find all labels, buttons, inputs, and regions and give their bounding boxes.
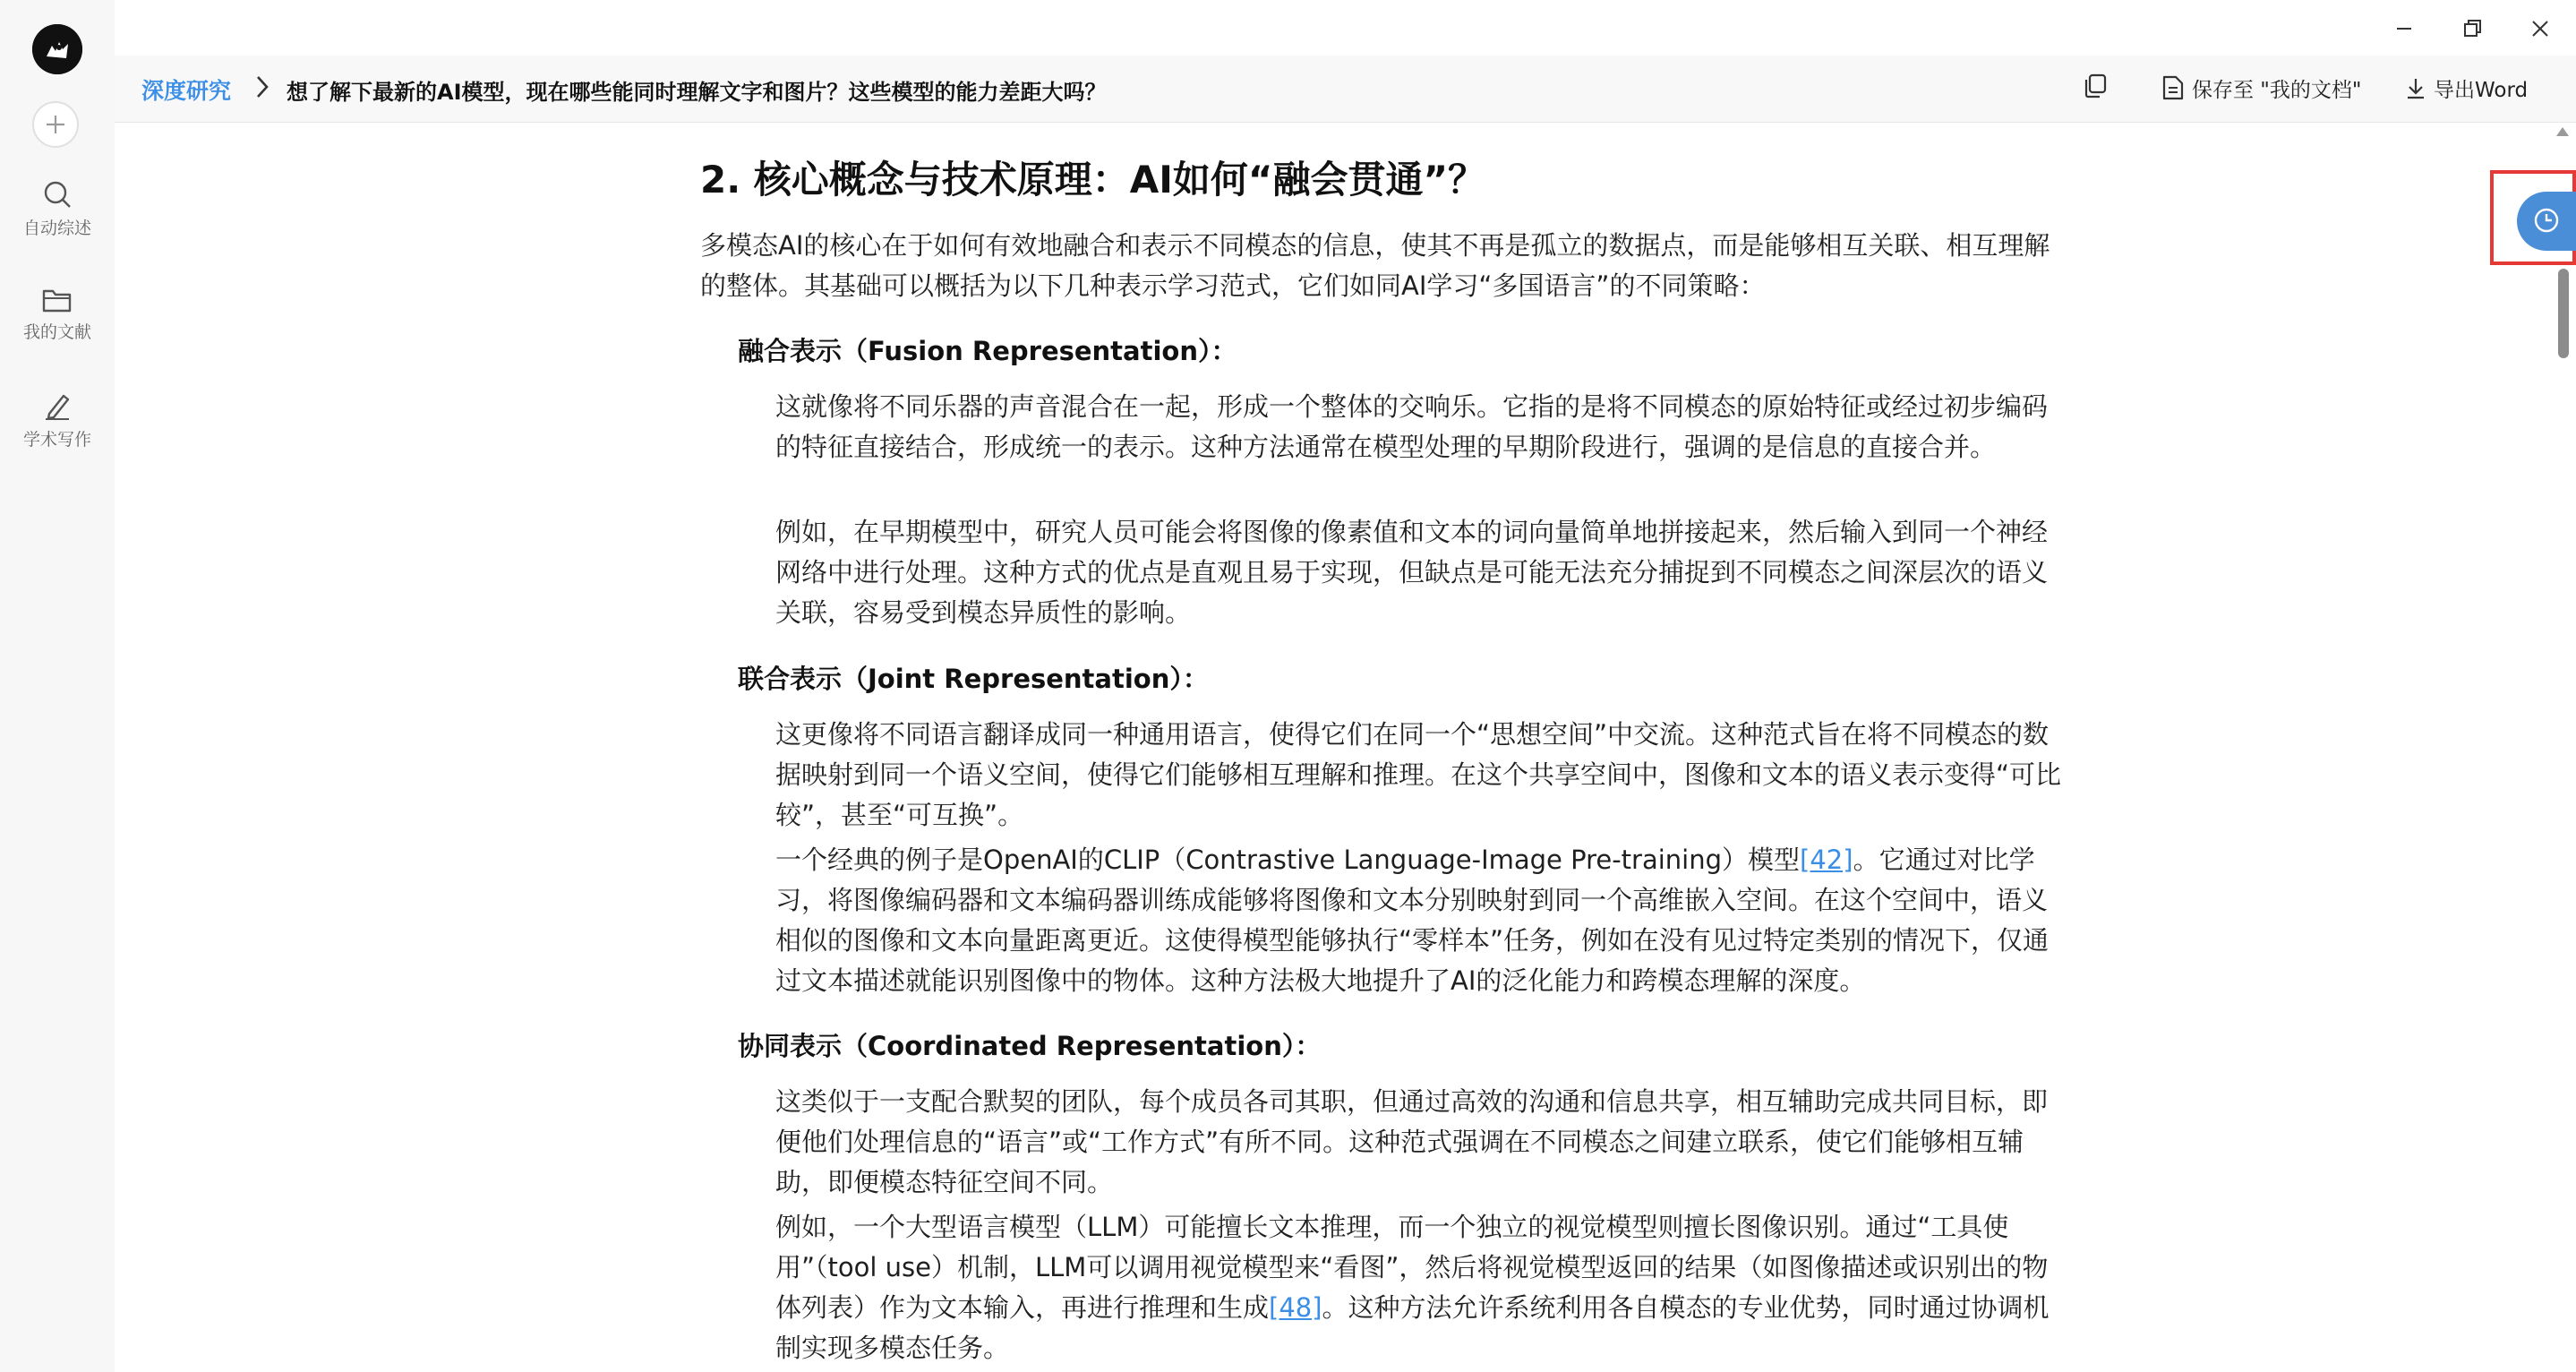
term-colon: ： [1295,1031,1322,1061]
term-title: 融合表示（Fusion Representation） [738,336,1211,366]
history-highlight [2490,170,2576,265]
copy-icon [2081,72,2110,100]
scroll-up-arrow-icon[interactable] [2556,127,2569,136]
breadcrumb-link[interactable]: 深度研究 [141,78,232,104]
export-word-button[interactable] [2405,73,2528,103]
new-session-button[interactable] [32,101,79,148]
term-joint [738,659,1209,696]
sidebar-item-auto-review[interactable] [0,179,115,239]
restore-button[interactable] [2456,13,2488,45]
citation-link[interactable]: [42] [1800,845,1853,875]
restore-icon [2456,13,2488,45]
folder-icon [42,287,73,313]
avatar[interactable] [32,24,82,74]
document-icon [2161,75,2185,100]
text-segment: 。它通过对比学习，将图像编码器和文本编码器训练成能够将图像和文本分别映射到同一个高维嵌入空间。在这个空间中，语义相似的图像和文本向量距离更近。这使得模型能够执行“零样本”任务，例如在没有见过特定类别的情况下，仅通过文本描述就能识别图像中的物体。这种方法极大地提升了AI的泛化能力和跨模态理解的深度。 [775,845,2050,996]
export-label: 导出Word [2434,79,2529,102]
term-colon: ： [1211,336,1237,366]
term-title: 联合表示（Joint Representation） [738,664,1183,694]
coordinated-paragraph-2 [775,1207,2070,1368]
history-button[interactable] [2517,192,2576,251]
sidebar-item-label: 学术写作 [22,430,91,450]
sidebar-item-label: 我的文献 [22,322,91,342]
joint-paragraph-2 [775,840,2070,1001]
close-icon [2524,13,2556,45]
save-label: 保存至 "我的文档" [2192,79,2362,102]
copy-button[interactable] [2081,72,2110,104]
citation-link[interactable]: [48] [1269,1292,1322,1323]
minimize-icon [2388,13,2420,45]
term-fusion [738,331,1237,368]
sidebar-item-my-literature[interactable] [0,287,115,343]
close-button[interactable] [2524,13,2556,45]
sidebar-item-academic-writing[interactable] [0,390,115,450]
text-segment: 一个经典的例子是OpenAI的CLIP（Contrastive Language-Image Pre-training）模型 [775,845,1801,875]
download-icon [2405,77,2426,100]
vertical-scrollbar[interactable] [2549,122,2576,1372]
save-to-my-docs-button[interactable] [2161,73,2361,103]
term-colon: ： [1182,664,1209,694]
chevron-right-icon [249,72,276,102]
search-icon [42,179,73,210]
fusion-paragraph-1: 这就像将不同乐器的声音混合在一起，形成一个整体的交响乐。它指的是将不同模态的原始特征或经过初步编码的特征直接结合，形成统一的表示。这种方法通常在模型处理的早期阶段进行，强调的是信息的直接合并。 [775,391,2049,462]
text-segment: 例如，一个大型语言模型（LLM）可能擅长文本推理，而一个独立的视觉模型则擅长图像识别。通过“工具使用”（tool use）机制，LLM可以调用视觉模型来“看图”，然后将视觉模型返回的结果（如图像描述或识别出的物体列表）作为文本输入，再进行推理和生成 [775,1212,2049,1323]
avatar-logo-icon [32,24,82,74]
pen-icon [42,390,73,421]
sidebar [0,0,115,1372]
history-icon [2533,207,2560,234]
coordinated-paragraph-1: 这类似于一支配合默契的团队，每个成员各司其职，但通过高效的沟通和信息共享，相互辅助完成共同目标，即便他们处理信息的“语言”或“工作方式”有所不同。这种范式强调在不同模态之间建立联系，使它们能够相互辅助，即便模态特征空间不同。 [775,1086,2049,1197]
section-heading: 2. 核心概念与技术原理：AI如何“融会贯通”？ [700,158,1486,202]
fusion-paragraph-2: 例如，在早期模型中，研究人员可能会将图像的像素值和文本的词向量简单地拼接起来，然后输入到同一个神经网络中进行处理。这种方式的优点是直观且易于实现，但缺点是可能无法充分捕捉到不同模态之间深层次的语义关联，容易受到模态异质性的影响。 [775,517,2049,628]
term-coordinated [738,1026,1321,1063]
scrollbar-thumb[interactable] [2558,269,2569,358]
header [115,56,2576,123]
sidebar-item-label: 自动综述 [22,219,91,238]
term-title: 协同表示（Coordinated Representation） [738,1031,1296,1061]
document-viewer [115,122,2532,1372]
minimize-button[interactable] [2388,13,2420,45]
page-title: 想了解下最新的AI模型，现在哪些能同时理解文字和图片？这些模型的能力差距大吗？ [287,80,1107,105]
intro-paragraph: 多模态AI的核心在于如何有效地融合和表示不同模态的信息，使其不再是孤立的数据点，而是能够相互关联、相互理解的整体。其基础可以概括为以下几种表示学习范式，它们如同AI学习“多国语言”的不同策略： [700,230,2050,301]
text-segment: 。这种方法允许系统利用各自模态的专业优势，同时通过协调机制实现多模态任务。 [775,1292,2050,1363]
plus-icon [45,114,66,135]
joint-paragraph-1: 这更像将不同语言翻译成同一种通用语言，使得它们在同一个“思想空间”中交流。这种范式旨在将不同模态的数据映射到同一个语义空间，使得它们能够相互理解和推理。在这个共享空间中，图像和文本的语义表示变得“可比较”，甚至“可互换”。 [775,719,2062,830]
